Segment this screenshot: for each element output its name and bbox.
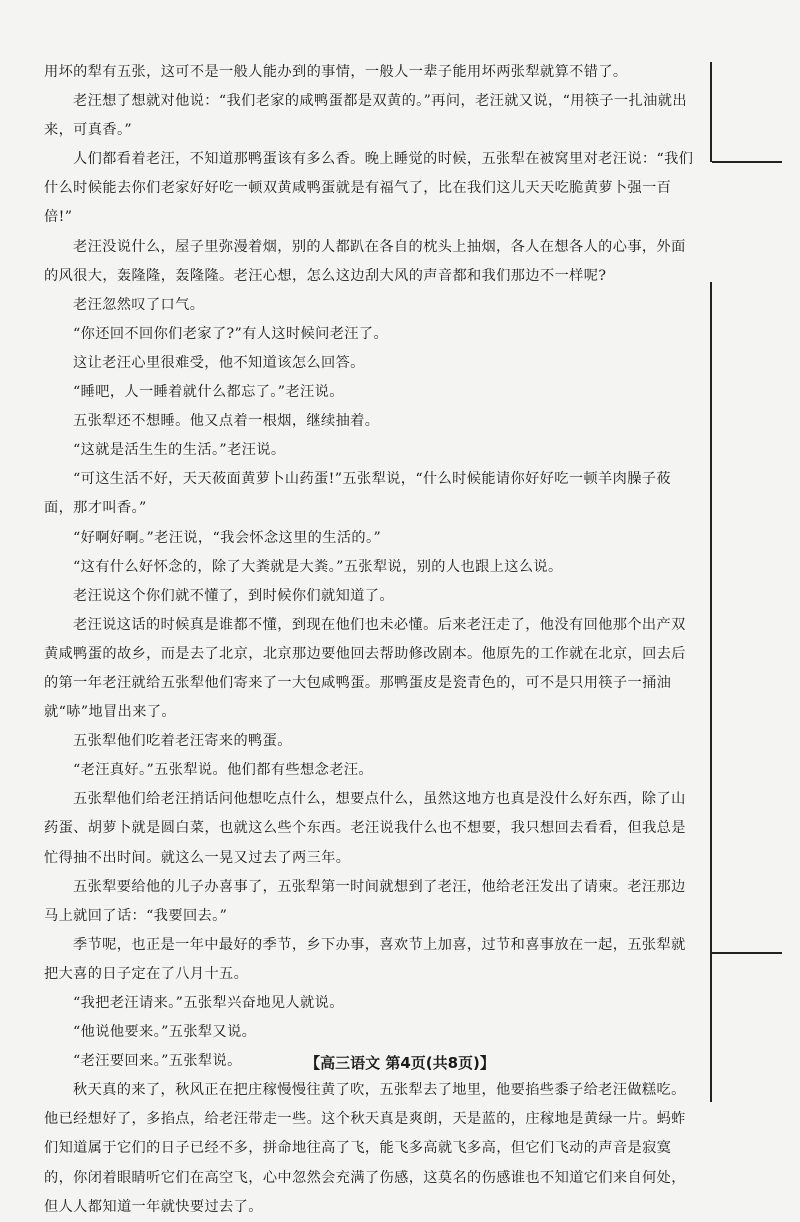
paragraph: 人们都看着老汪，不知道那鸭蛋该有多么香。晚上睡觉的时候，五张犁在被窝里对老汪说：“我们什么时候能去你们老家好好吃一顿双黄咸鸭蛋就是有福气了，比在我们这儿天天吃脆黄萝卜强一百倍!” bbox=[44, 151, 694, 226]
paragraph: “我把老汪请来。”五张犁兴奋地见人就说。 bbox=[73, 995, 344, 1011]
paragraph: “老汪真好。”五张犁说。他们都有些想念老汪。 bbox=[73, 762, 373, 779]
paragraph: 用坏的犁有五张，这可不是一般人能办到的事情，一般人一辈子能用坏两张犁就算不错了。 bbox=[44, 64, 628, 80]
page-footer: 【高三语文 第4页(共8页)】 bbox=[305, 1054, 495, 1072]
paragraph: 五张犁还不想睡。他又点着一根烟，继续抽着。 bbox=[73, 413, 380, 430]
paragraph: 季节呢，也正是一年中最好的季节，乡下办事，喜欢节上加喜，过节和喜事放在一起，五张犁就把大喜的日子定在了八月十五。 bbox=[44, 936, 686, 982]
paragraph: “睡吧，人一睡着就什么都忘了。”老汪说。 bbox=[73, 384, 344, 401]
paragraph: 老汪说这话的时候真是谁都不懂，到现在他们也未必懂。后来老汪走了，他没有回他那个出产双黄咸鸭蛋的故乡，而是去了北京，北京那边要他回去帮助修改剧本。他原先的工作就在北京，回去后的第一年老汪就给五张犁他们寄来了一大包咸鸭蛋。那鸭蛋皮是瓷青色的，可不是只用筷子一捅油就“哧”地冒出来了。 bbox=[44, 616, 686, 721]
paragraph: 老汪说这个你们就不懂了，到时候你们就知道了。 bbox=[73, 587, 394, 604]
paragraph: 五张犁他们给老汪捎话问他想吃点什么，想要点什么，虽然这地方也真是没什么好东西，除了山药蛋、胡萝卜就是圆白菜，也就这么些个东西。老汪说我什么也不想要，我只想回去看看，但我总是忙得抽不出时间。就这么一晃又过去了两三年。 bbox=[44, 791, 686, 866]
paragraph: 秋天真的来了，秋风正在把庄稼慢慢往黄了吹，五张犁去了地里，他要掐些黍子给老汪做糕吃。他已经想好了，多掐点，给老汪带走一些。这个秋天真是爽朗，天是蓝的，庄稼地是黄绿一片。蚂蚱们知道属于它们的日子已经不多，拼命地往高了飞，能飞多高就飞多高，但它们飞动的声音是寂寞的，你闭着眼睛听它们在高空飞，心中忽然会充满了伤感，这莫名的伤感谁也不知道它们来自何处，但人人都知道一年就快要过去了。 bbox=[44, 1082, 686, 1215]
paragraph: “你还回不回你们老家了?”有人这时候问老汪了。 bbox=[73, 325, 389, 342]
paragraph: 五张犁要给他的儿子办喜事了，五张犁第一时间就想到了老汪，他给老汪发出了请柬。老汪那边马上就回了话：“我要回去。” bbox=[44, 878, 686, 924]
paragraph: 老汪想了想就对他说：“我们老家的咸鸭蛋都是双黄的。”再问，老汪就又说，“用筷子一扎油就出来，可真香。” bbox=[44, 93, 687, 139]
paragraph: 老汪忽然叹了口气。 bbox=[73, 296, 205, 313]
paragraph: “老汪要回来。”五张犁说。 bbox=[73, 1053, 242, 1070]
paragraph: “好啊好啊。”老汪说，“我会怀念这里的生活的。” bbox=[73, 529, 382, 546]
paragraph: 这让老汪心里很难受，他不知道该怎么回答。 bbox=[73, 354, 365, 371]
margin-binding-line-upper bbox=[710, 62, 712, 162]
paragraph: “他说他要来。”五张犁又说。 bbox=[73, 1024, 257, 1041]
margin-tick-upper bbox=[712, 161, 782, 163]
margin-binding-line-lower bbox=[710, 282, 712, 1102]
reading-passage bbox=[44, 58, 694, 1222]
paragraph: 老汪没说什么，屋子里弥漫着烟，别的人都趴在各自的枕头上抽烟，各人在想各人的心事，外面的风很大，轰隆隆，轰隆隆。老汪心想，怎么这边刮大风的声音都和我们那边不一样呢? bbox=[44, 238, 686, 284]
paragraph: “这就是活生生的生活。”老汪说。 bbox=[73, 442, 286, 459]
paragraph: “这有什么好怀念的，除了大粪就是大粪。”五张犁说，别的人也跟上这么说。 bbox=[73, 558, 563, 575]
paragraph: 五张犁他们吃着老汪寄来的鸭蛋。 bbox=[73, 733, 292, 750]
margin-tick-lower bbox=[712, 952, 782, 954]
paragraph: “可这生活不好，天天莜面黄萝卜山药蛋!”五张犁说，“什么时候能请你好好吃一顿羊肉臊子莜面，那才叫香。” bbox=[44, 471, 671, 517]
